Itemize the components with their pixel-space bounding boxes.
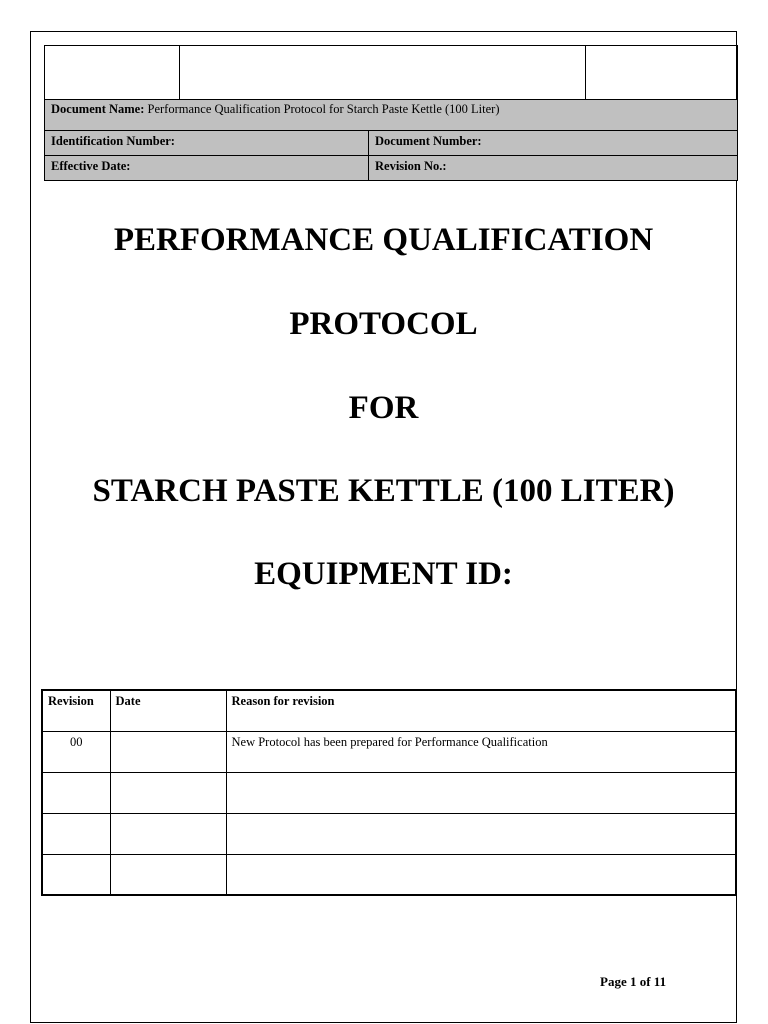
- column-header-date: Date: [110, 690, 226, 731]
- effective-date-label: Effective Date:: [51, 159, 131, 173]
- table-row: [42, 854, 736, 895]
- identification-row: [44, 131, 738, 156]
- reason-cell: [226, 854, 736, 895]
- page-number: Page 1 of 11: [600, 974, 667, 989]
- identification-number-label: Identification Number:: [51, 134, 175, 148]
- revision-cell: [42, 854, 110, 895]
- title-line-2: PROTOCOL: [289, 306, 478, 342]
- document-name-label: Document Name:: [51, 102, 145, 116]
- table-row: [42, 772, 736, 813]
- date-cell: [110, 813, 226, 854]
- revision-table: [41, 689, 737, 896]
- table-row: [42, 813, 736, 854]
- reason-cell: [226, 813, 736, 854]
- reason-cell: New Protocol has been prepared for Performance Qualification: [226, 731, 736, 772]
- table-header-row: [42, 690, 736, 731]
- revision-cell: 00: [42, 731, 110, 772]
- effective-date-row: [44, 156, 738, 181]
- column-header-revision: Revision: [42, 690, 110, 731]
- reason-cell: [226, 772, 736, 813]
- document-name-value: Performance Qualification Protocol for Starch Paste Kettle (100 Liter): [147, 102, 500, 116]
- document-name-row: [44, 100, 738, 131]
- title-line-1: PERFORMANCE QUALIFICATION: [113, 222, 654, 258]
- header-cell-logo: [45, 46, 180, 99]
- title-line-4: STARCH PASTE KETTLE (100 LITER): [92, 473, 675, 509]
- date-cell: [110, 772, 226, 813]
- document-header: [44, 45, 738, 181]
- revision-no-label: Revision No.:: [375, 159, 447, 173]
- column-header-reason: Reason for revision: [226, 690, 736, 731]
- title-line-3: FOR: [348, 390, 419, 426]
- title-line-5: EQUIPMENT ID:: [254, 556, 513, 592]
- revision-cell: [42, 813, 110, 854]
- header-cell-company: [180, 46, 586, 99]
- document-number-label: Document Number:: [375, 134, 482, 148]
- revision-cell: [42, 772, 110, 813]
- header-logo-row: [44, 45, 738, 100]
- header-cell-right: [586, 46, 737, 99]
- date-cell: [110, 731, 226, 772]
- table-row: [42, 731, 736, 772]
- date-cell: [110, 854, 226, 895]
